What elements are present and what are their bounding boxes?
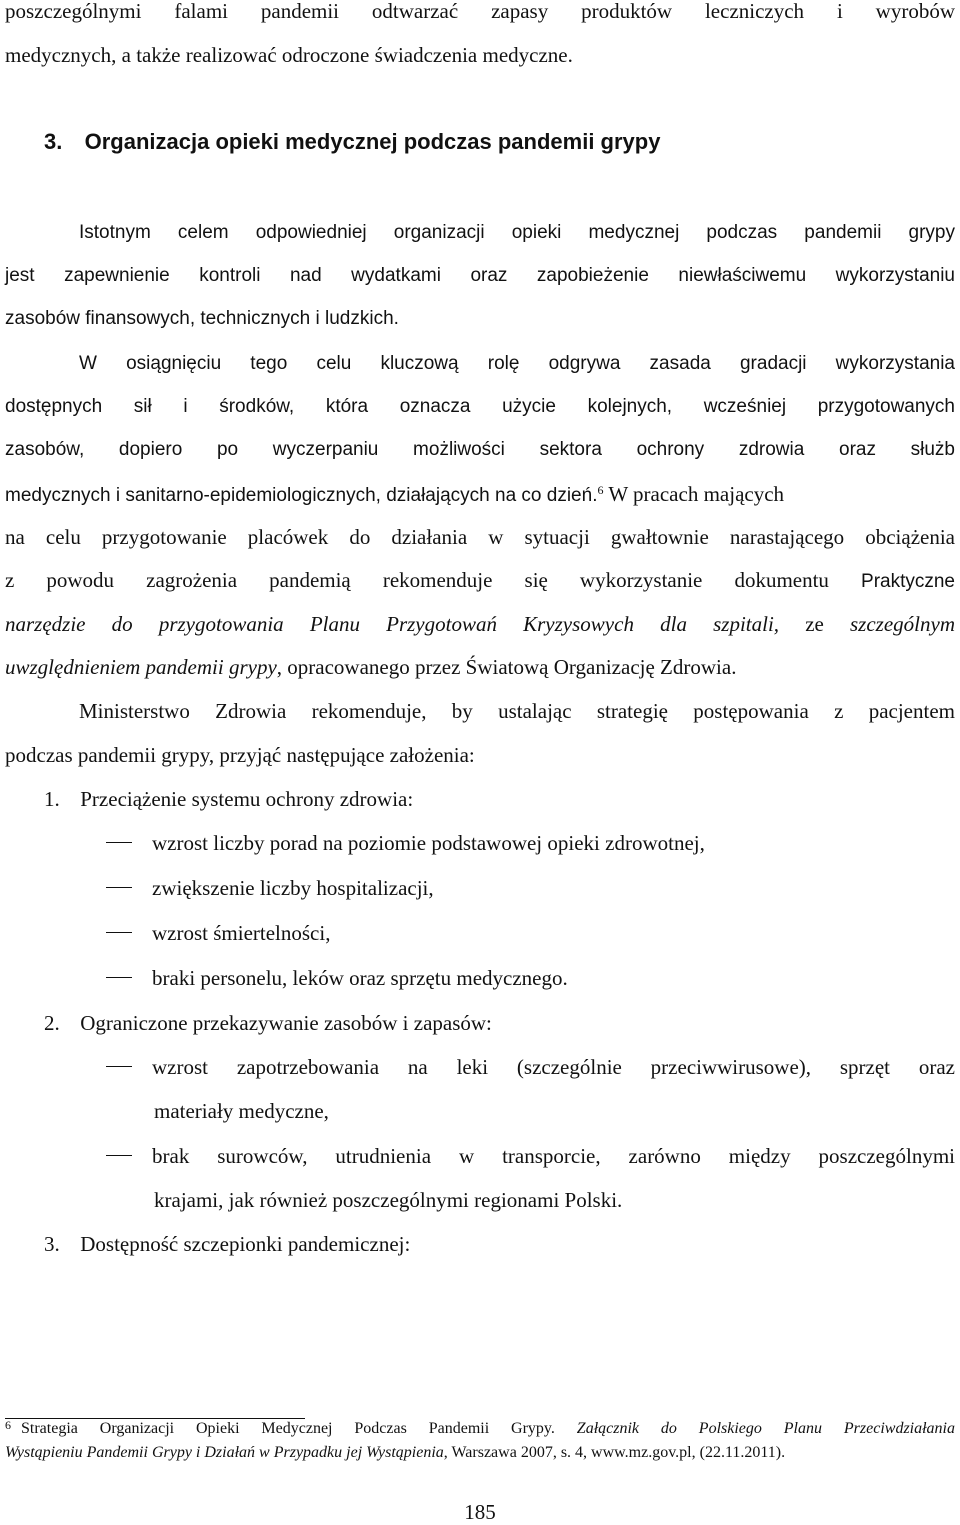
dash-icon (106, 932, 132, 933)
para2-line-7c: szczególnym (850, 612, 955, 636)
para3-line-1: Ministerstwo Zdrowia rekomenduje, by ustalając strategię postępowania z pacjentem (79, 699, 955, 723)
footnote-line-2b: , Warszawa 2007, s. 4, www.mz.gov.pl, (22.11.2011). (443, 1444, 786, 1461)
list-item-2-number: 2. (44, 1011, 60, 1035)
para2-line-8 (5, 654, 736, 680)
section-heading (44, 129, 660, 155)
list-item-3-number: 3. (44, 1232, 60, 1256)
footnote-line-2a: Wystąpieniu Pandemii Grypy i Działań w Przypadku jej Wystąpienia (5, 1444, 444, 1461)
para2-line-2: dostępnych sił i środków, która oznacza użycie kolejnych, wcześniej przygotowanych (5, 396, 955, 417)
para1-line-3: zasobów finansowych, technicznych i ludzkich. (5, 308, 399, 329)
list-item-1-label: Przeciążenie systemu ochrony zdrowia: (80, 787, 414, 811)
para2-line-8b: , opracowanego przez Światową Organizację Zdrowia. (276, 655, 737, 679)
section-title: Organizacja opieki medycznej podczas pandemii grypy (84, 129, 661, 154)
bullet-1-3: wzrost śmiertelności, (152, 921, 331, 945)
footnote-line-1 (5, 1418, 955, 1440)
bullet-1-4: braki personelu, leków oraz sprzętu medycznego. (152, 966, 568, 990)
intro-line-2: medycznych, a także realizować odroczone świadczenia medyczne. (5, 43, 573, 67)
para2-line-8a: uwzględnieniem pandemii grypy (5, 655, 277, 679)
dash-icon (106, 887, 132, 888)
bullet-2-1-line-1: wzrost zapotrzebowania na leki (szczególnie przeciwwirusowe), sprzęt oraz (152, 1055, 955, 1079)
intro-line-1: poszczególnymi falami pandemii odtwarzać zapasy produktów leczniczych i wyrobów (5, 0, 955, 23)
list-item-1-number: 1. (44, 787, 60, 811)
list-item-3 (44, 1231, 410, 1257)
para2-line-6a: z powodu zagrożenia pandemią rekomenduje się wykorzystanie dokumentu (5, 568, 862, 592)
para2-line-4a: medycznych i sanitarno-epidemiologicznych, działających na co dzień. (5, 485, 598, 506)
footnote-line-1b: Załącznik do Polskiego Planu Przeciwdziałania (554, 1420, 956, 1437)
para2-line-1: W osiągnięciu tego celu kluczową rolę odgrywa zasada gradacji wykorzystania (79, 353, 955, 374)
footnote-number: 6 (5, 1418, 11, 1432)
para2-line-5: na celu przygotowanie placówek do działania w sytuacji gwałtownie narastającego obciążenia (5, 525, 955, 549)
para1-line-1: Istotnym celem odpowiedniej organizacji opieki medycznej podczas pandemii grypy (79, 222, 955, 243)
para2-line-7 (5, 611, 955, 637)
page-number: 185 (464, 1500, 496, 1524)
para3-line-2: podczas pandemii grypy, przyjąć następujące założenia: (5, 743, 475, 767)
dash-icon (106, 1155, 132, 1156)
para2-line-3: zasobów, dopiero po wyczerpaniu możliwości sektora ochrony zdrowia oraz służb (5, 439, 955, 460)
para2-line-4b: W pracach mających (603, 482, 785, 506)
footnote-ref: 6 (597, 483, 604, 497)
para2-line-7a: narzędzie do przygotowania Planu Przygotowań Kryzysowych dla szpitali, (5, 612, 780, 636)
para2-line-4 (5, 481, 784, 509)
list-item-3-label: Dostępność szczepionki pandemicznej: (80, 1232, 411, 1256)
list-item-2 (44, 1010, 492, 1036)
dash-icon (106, 977, 132, 978)
list-item-1 (44, 786, 413, 812)
dash-icon (106, 1066, 132, 1067)
para1-line-2: jest zapewnienie kontroli nad wydatkami oraz zapobieżenie niewłaściwemu wykorzystaniu (5, 265, 955, 286)
dash-icon (106, 842, 132, 843)
list-item-2-label: Ograniczone przekazywanie zasobów i zapasów: (80, 1011, 492, 1035)
para2-line-6 (5, 567, 955, 595)
footnote-line-1a: Strategia Organizacji Opieki Medycznej Podczas Pandemii Grypy. (21, 1420, 555, 1437)
bullet-1-1: wzrost liczby porad na poziomie podstawowej opieki zdrowotnej, (152, 831, 705, 855)
bullet-1-2: zwiększenie liczby hospitalizacji, (152, 876, 434, 900)
bullet-2-2-line-1: brak surowców, utrudnienia w transporcie, zarówno między poszczególnymi (152, 1144, 955, 1168)
bullet-2-1-line-2: materiały medyczne, (154, 1099, 329, 1123)
para2-line-6b: Praktyczne (861, 571, 955, 592)
bullet-2-2-line-2: krajami, jak również poszczególnymi regionami Polski. (154, 1188, 623, 1212)
footnote-line-2 (5, 1442, 785, 1464)
para2-line-7b: ze (779, 612, 850, 636)
section-number: 3. (44, 129, 63, 154)
